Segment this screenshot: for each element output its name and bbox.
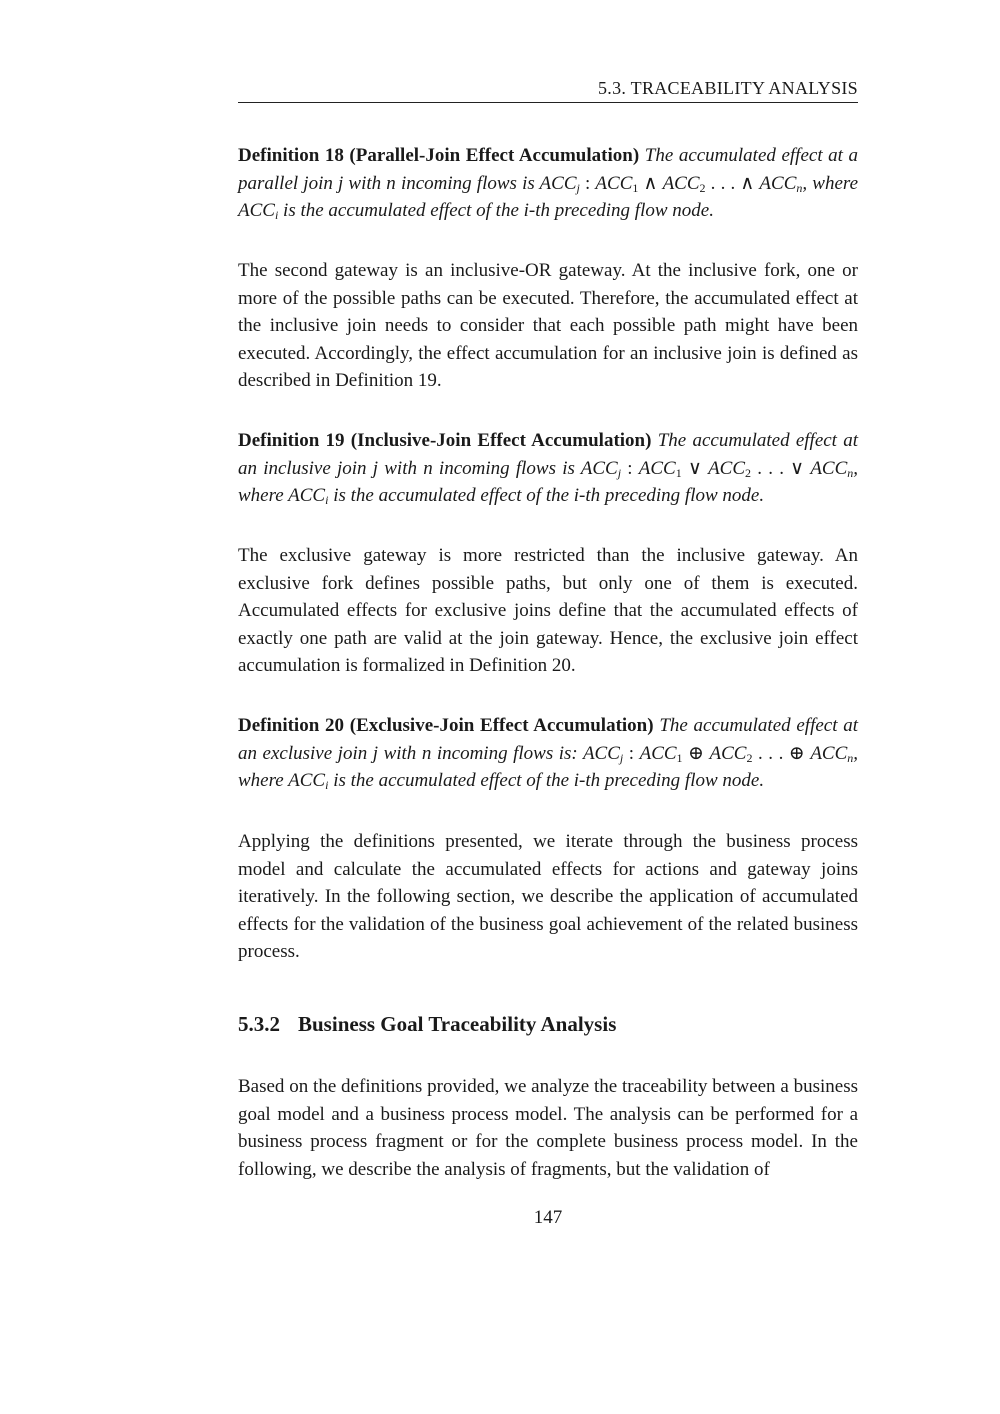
paragraph-inclusive-gateway: The second gateway is an inclusive-OR gateway. At the inclusive fork, one or more of the possible paths can be executed. Therefore, the accumulated effect at the inclusive join needs to consider that each possible path might have been executed. Accordingly, the effect accumulation for an inclusive join is defined as described in Definition 19. <box>238 260 858 391</box>
definition-19 <box>238 427 858 510</box>
running-header: 5.3. TRACEABILITY ANALYSIS <box>597 78 858 98</box>
section-number: 5.3.2 <box>238 1012 280 1036</box>
paragraph-traceability: Based on the definitions provided, we analyze the traceability between a business goal model and a business process model. The analysis can be performed for a business process fragment or for the complete business process model. In the following, we describe the analysis of fragments, but the validation of <box>238 1076 858 1180</box>
page-number: 147 <box>533 1207 563 1228</box>
header-rule <box>238 102 858 103</box>
section-title: Business Goal Traceability Analysis <box>298 1012 617 1036</box>
definition-20-body: The accumulated effect at an exclusive join j with n incoming flows is: $ACC_j$ : $ACC_1$ ⊕ $ACC_2$ . . . ⊕ $ACC_n$, where $ACC_i$ is the accumulated effect of the i-th preceding flow node. <box>238 715 859 792</box>
document-page <box>238 0 858 1414</box>
paragraph-exclusive-gateway: The exclusive gateway is more restricted than the inclusive gateway. An exclusive fork defines possible paths, but only one of them is executed. Accumulated effects for exclusive joins define that the accumulated effects of exactly one path are valid at the join gateway. Hence, the exclusive join effect accumulation is formalized in Definition 20. <box>238 545 858 676</box>
definition-19-body: The accumulated effect at an inclusive join j with n incoming flows is $ACC_j$ : $ACC_1$ ∨ $ACC_2$ . . . ∨ $ACC_n$, where $ACC_i$ is the accumulated effect of the i-th preceding flow node. <box>238 430 859 507</box>
section-heading <box>238 1012 616 1037</box>
definition-18 <box>238 142 858 225</box>
definition-20-label: Definition 20 (Exclusive-Join Effect Accumulation) <box>238 715 654 736</box>
definition-18-body: The accumulated effect at a parallel join j with n incoming flows is $ACC_j$ : $ACC_1$ ∧ $ACC_2$ . . . ∧ $ACC_n$, where $ACC_i$ is the accumulated effect of the i-th preceding flow node. <box>238 145 859 222</box>
definition-19-label: Definition 19 (Inclusive-Join Effect Accumulation) <box>238 430 652 451</box>
definition-18-label: Definition 18 (Parallel-Join Effect Accumulation) <box>238 145 640 166</box>
paragraph-applying-definitions: Applying the definitions presented, we iterate through the business process model and calculate the accumulated effects for actions and gateway joins iteratively. In the following section, we describe the application of accumulated effects for the validation of the business goal achievement of the related business process. <box>238 831 858 962</box>
definition-20 <box>238 712 858 795</box>
